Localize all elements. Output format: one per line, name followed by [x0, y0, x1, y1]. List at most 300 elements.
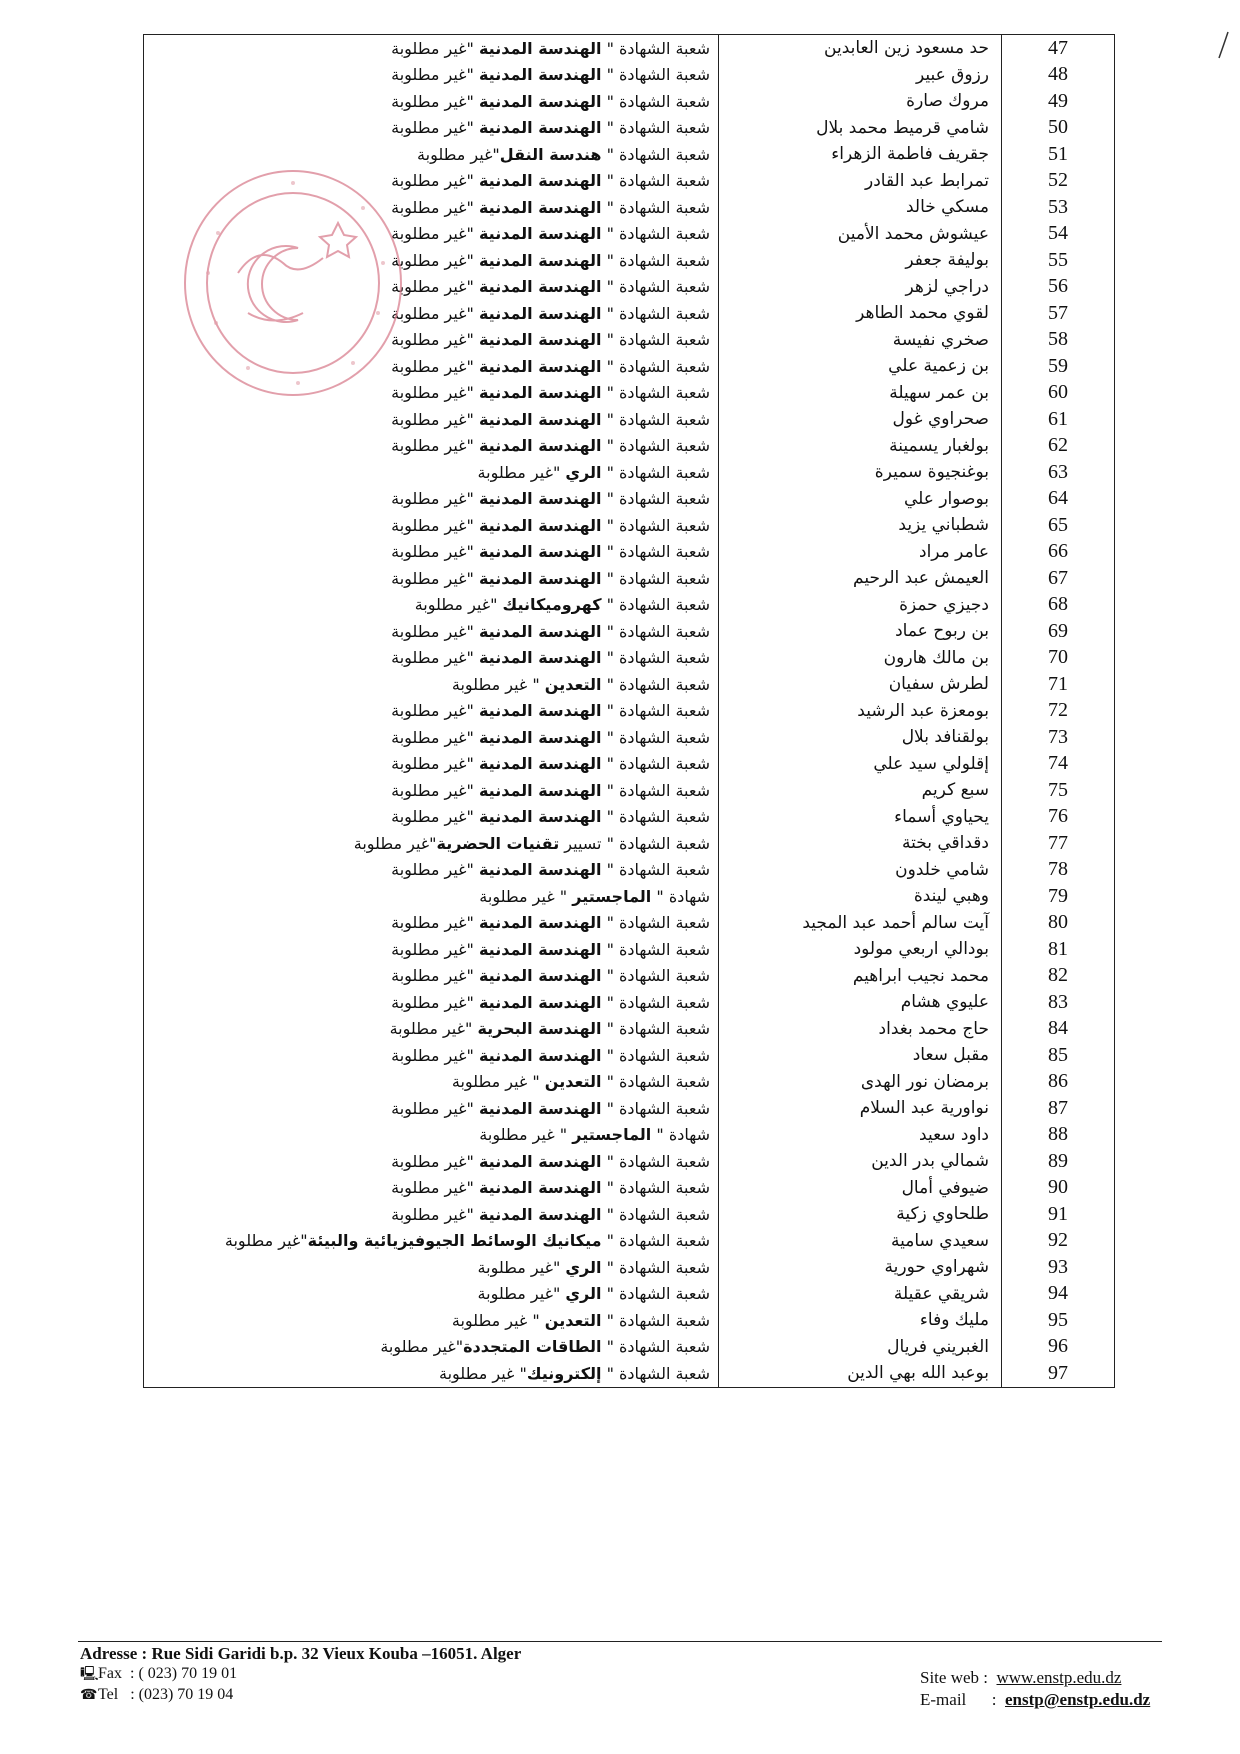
table-row	[144, 512, 1115, 539]
degree-specialty: الهندسة المدنية	[478, 860, 602, 880]
rejection-reason	[144, 115, 719, 142]
degree-specialty: الهندسة المدنية	[478, 383, 602, 403]
table-row	[144, 1281, 1115, 1308]
degree-specialty: التعدين	[544, 674, 602, 694]
candidate-name: آيت سالم أحمد عبد المجيد	[719, 910, 1002, 937]
degree-specialty: ميكانيك الوسائط الجيوفيزيائية والبيئة	[307, 1231, 602, 1251]
footer-tel	[80, 1685, 680, 1706]
row-number: 69	[1002, 618, 1115, 645]
reason-suffix: "غير مطلوبة	[391, 939, 479, 959]
row-number: 63	[1002, 459, 1115, 486]
table-row	[144, 1201, 1115, 1228]
reason-prefix: شعبة الشهادة "	[601, 1151, 710, 1171]
table-row	[144, 936, 1115, 963]
table-row	[144, 989, 1115, 1016]
rejection-reason	[144, 883, 719, 910]
row-number: 90	[1002, 1175, 1115, 1202]
degree-specialty: الهندسة المدنية	[478, 224, 602, 244]
table-row	[144, 883, 1115, 910]
degree-specialty: الهندسة المدنية	[478, 542, 602, 562]
rejection-reason	[144, 592, 719, 619]
row-number: 92	[1002, 1228, 1115, 1255]
degree-specialty: التعدين	[544, 1072, 602, 1092]
candidate-name: بولقنافد بلال	[719, 724, 1002, 751]
reason-suffix: "غير مطلوبة	[477, 462, 566, 482]
candidate-name: شامي قرميط محمد بلال	[719, 115, 1002, 142]
degree-specialty: الهندسة المدنية	[478, 648, 602, 668]
candidate-name: شطباني يزيد	[719, 512, 1002, 539]
row-number: 82	[1002, 963, 1115, 990]
row-number: 77	[1002, 830, 1115, 857]
table-row	[144, 1254, 1115, 1281]
table-row	[144, 1095, 1115, 1122]
degree-specialty: إلكترونيك	[526, 1363, 602, 1383]
candidate-name: حد مسعود زين العابدين	[719, 35, 1002, 62]
reason-suffix: "غير مطلوبة	[391, 1151, 479, 1171]
table-row	[144, 804, 1115, 831]
table-row	[144, 1069, 1115, 1096]
reason-prefix: شعبة الشهادة "	[601, 913, 710, 933]
rejection-reason	[144, 1201, 719, 1228]
reason-prefix: شعبة الشهادة "	[601, 807, 710, 827]
row-number: 52	[1002, 168, 1115, 195]
footer-address: Adresse : Rue Sidi Garidi b.p. 32 Vieux Kouba –16051. Alger	[80, 1644, 522, 1663]
degree-specialty: الهندسة المدنية	[478, 780, 602, 800]
table-row	[144, 433, 1115, 460]
reason-suffix: "غير مطلوبة	[391, 197, 479, 217]
candidate-name: سعيدي سامية	[719, 1228, 1002, 1255]
reason-suffix: "غير مطلوبة	[391, 542, 479, 562]
reason-prefix: شعبة الشهادة "	[601, 595, 710, 615]
candidate-name: بوصوار علي	[719, 486, 1002, 513]
reason-suffix: "غير مطلوبة	[391, 356, 479, 376]
candidate-name: بن زعمية علي	[719, 353, 1002, 380]
table-row	[144, 1148, 1115, 1175]
table-row	[144, 1016, 1115, 1043]
row-number: 47	[1002, 35, 1115, 62]
reason-prefix: شعبة الشهادة "	[601, 462, 710, 482]
row-number: 60	[1002, 380, 1115, 407]
row-number: 61	[1002, 406, 1115, 433]
reason-prefix: شعبة الشهادة "	[601, 674, 710, 694]
degree-specialty: الهندسة المدنية	[478, 913, 602, 933]
reason-suffix: "غير مطلوبة	[391, 1098, 479, 1118]
reason-prefix: شعبة الشهادة "	[601, 780, 710, 800]
table-row	[144, 1307, 1115, 1334]
site-link[interactable]: www.enstp.edu.dz	[996, 1668, 1122, 1687]
candidate-name: بن مالك هارون	[719, 645, 1002, 672]
reason-prefix: شعبة الشهادة "	[601, 568, 710, 588]
degree-specialty: الهندسة المدنية	[478, 966, 602, 986]
reason-suffix: "غير مطلوبة	[391, 568, 479, 588]
reason-prefix: شعبة الشهادة "	[601, 1045, 710, 1065]
row-number: 95	[1002, 1307, 1115, 1334]
candidate-name: بولغبار يسمينة	[719, 433, 1002, 460]
reason-suffix: " غير مطلوبة	[451, 674, 545, 694]
degree-specialty: الهندسة المدنية	[478, 409, 602, 429]
candidate-name: الغبريني فريال	[719, 1334, 1002, 1361]
row-number: 50	[1002, 115, 1115, 142]
candidate-name: العيمش عبد الرحيم	[719, 565, 1002, 592]
row-number: 73	[1002, 724, 1115, 751]
degree-specialty: الطاقات المتجددة	[463, 1337, 602, 1357]
row-number: 66	[1002, 539, 1115, 566]
reason-prefix: شهادة "	[651, 1125, 710, 1145]
row-number: 88	[1002, 1122, 1115, 1149]
candidate-name: شهراوي حورية	[719, 1254, 1002, 1281]
rejection-reason	[144, 486, 719, 513]
reason-prefix: شعبة الشهادة "	[601, 330, 710, 350]
table-row	[144, 830, 1115, 857]
table-row	[144, 459, 1115, 486]
row-number: 89	[1002, 1148, 1115, 1175]
degree-specialty: الري	[565, 1257, 602, 1277]
table-row	[144, 698, 1115, 725]
reason-prefix: شعبة الشهادة "	[601, 277, 710, 297]
row-number: 67	[1002, 565, 1115, 592]
degree-specialty: التعدين	[544, 1310, 602, 1330]
reason-suffix: "غير مطلوبة	[389, 1019, 478, 1039]
rejection-reason	[144, 1307, 719, 1334]
rejection-reason	[144, 406, 719, 433]
reason-suffix: "غير مطلوبة	[477, 1257, 566, 1277]
reason-prefix: شعبة الشهادة "	[601, 1019, 710, 1039]
reason-suffix: "غير مطلوبة	[391, 91, 479, 111]
degree-specialty: الهندسة المدنية	[478, 727, 602, 747]
reason-suffix: "غير مطلوبة	[391, 1178, 479, 1198]
rejection-reason	[144, 1042, 719, 1069]
rejection-reason	[144, 989, 719, 1016]
rejection-reason	[144, 1148, 719, 1175]
table-row	[144, 857, 1115, 884]
degree-specialty: الري	[565, 462, 602, 482]
reason-prefix: شعبة الشهادة "	[601, 939, 710, 959]
reason-prefix: شعبة الشهادة " تسيير	[559, 833, 710, 853]
rejection-reason	[144, 1175, 719, 1202]
degree-specialty: الهندسة المدنية	[478, 1178, 602, 1198]
degree-specialty: الهندسة المدنية	[478, 436, 602, 456]
candidate-name: دراجي لزهر	[719, 274, 1002, 301]
candidate-name: نواورية عبد السلام	[719, 1095, 1002, 1122]
reason-prefix: شعبة الشهادة "	[601, 860, 710, 880]
reason-suffix: "غير مطلوبة	[391, 383, 479, 403]
candidate-name: لقوي محمد الطاهر	[719, 300, 1002, 327]
fax-value: : ( 023) 70 19 01	[130, 1665, 238, 1682]
rejection-reason	[144, 1360, 719, 1387]
reason-suffix: "غير مطلوبة	[391, 65, 479, 85]
rejection-reason	[144, 857, 719, 884]
reason-prefix: شعبة الشهادة "	[601, 701, 710, 721]
candidate-name: برمضان نور الهدى	[719, 1069, 1002, 1096]
rejection-reason	[144, 804, 719, 831]
rejection-reason	[144, 35, 719, 62]
candidate-name: دقداقي بختة	[719, 830, 1002, 857]
rejection-reason	[144, 512, 719, 539]
reason-suffix: "غير مطلوبة	[391, 118, 479, 138]
rejection-reason	[144, 1254, 719, 1281]
row-number: 80	[1002, 910, 1115, 937]
reason-prefix: شعبة الشهادة "	[601, 224, 710, 244]
reason-suffix: " غير مطلوبة	[479, 886, 573, 906]
row-number: 85	[1002, 1042, 1115, 1069]
candidate-name: مليك وفاء	[719, 1307, 1002, 1334]
degree-specialty: الماجستير	[572, 1125, 652, 1145]
candidate-name: دجيزي حمزة	[719, 592, 1002, 619]
candidate-name: إقلولي سيد علي	[719, 751, 1002, 778]
reason-suffix: "غير مطلوبة	[391, 303, 479, 323]
table-row	[144, 671, 1115, 698]
reason-prefix: شعبة الشهادة "	[601, 966, 710, 986]
row-number: 58	[1002, 327, 1115, 354]
reason-suffix: "غير مطلوبة	[391, 621, 479, 641]
candidate-name: بن عمر سهيلة	[719, 380, 1002, 407]
candidate-name: داود سعيد	[719, 1122, 1002, 1149]
email-link[interactable]: enstp@enstp.edu.dz	[1005, 1690, 1151, 1709]
reason-suffix: "غير مطلوبة	[391, 489, 479, 509]
rejection-reason	[144, 88, 719, 115]
reason-prefix: شعبة الشهادة "	[601, 250, 710, 270]
reason-suffix: "غير مطلوبة	[414, 595, 503, 615]
row-number: 72	[1002, 698, 1115, 725]
row-number: 48	[1002, 62, 1115, 89]
row-number: 53	[1002, 194, 1115, 221]
degree-specialty: الهندسة المدنية	[478, 38, 602, 58]
reason-prefix: شعبة الشهادة "	[601, 303, 710, 323]
margin-pen-mark	[1216, 30, 1230, 60]
degree-specialty: الهندسة المدنية	[478, 939, 602, 959]
candidate-name: ضيوفي أمال	[719, 1175, 1002, 1202]
degree-specialty: الهندسة المدنية	[478, 65, 602, 85]
email-label: E-mail	[920, 1690, 967, 1709]
reason-suffix: "غير مطلوبة	[391, 250, 479, 270]
footer-contact	[80, 1644, 680, 1706]
row-number: 49	[1002, 88, 1115, 115]
degree-specialty: الهندسة المدنية	[478, 303, 602, 323]
candidate-name: بومعزة عبد الرشيد	[719, 698, 1002, 725]
degree-specialty: الهندسة المدنية	[478, 1204, 602, 1224]
reason-prefix: شعبة الشهادة "	[601, 648, 710, 668]
row-number: 76	[1002, 804, 1115, 831]
reason-prefix: شعبة الشهادة "	[601, 197, 710, 217]
row-number: 79	[1002, 883, 1115, 910]
table-row	[144, 724, 1115, 751]
reason-prefix: شعبة الشهادة "	[601, 727, 710, 747]
rejection-reason	[144, 1334, 719, 1361]
reason-prefix: شعبة الشهادة "	[601, 356, 710, 376]
reason-prefix: شعبة الشهادة "	[601, 1072, 710, 1092]
reason-suffix: "غير مطلوبة	[391, 436, 479, 456]
degree-specialty: الهندسة المدنية	[478, 250, 602, 270]
degree-specialty: الهندسة البحرية	[477, 1019, 602, 1039]
rejection-reason	[144, 751, 719, 778]
reason-prefix: شعبة الشهادة "	[601, 754, 710, 774]
rejection-reason	[144, 777, 719, 804]
reason-suffix: "غير مطلوبة	[380, 1337, 464, 1357]
footer-email: E-mail : enstp@enstp.edu.dz	[920, 1690, 1151, 1709]
row-number: 87	[1002, 1095, 1115, 1122]
reason-prefix: شعبة الشهادة "	[601, 1178, 710, 1198]
degree-specialty: الهندسة المدنية	[478, 91, 602, 111]
degree-specialty: الهندسة المدنية	[478, 807, 602, 827]
candidate-name: يحياوي أسماء	[719, 804, 1002, 831]
reason-prefix: شعبة الشهادة "	[601, 91, 710, 111]
row-number: 91	[1002, 1201, 1115, 1228]
rejection-reason	[144, 618, 719, 645]
row-number: 75	[1002, 777, 1115, 804]
candidate-name: سبع كريم	[719, 777, 1002, 804]
candidate-name: عيشوش محمد الأمين	[719, 221, 1002, 248]
row-number: 97	[1002, 1360, 1115, 1387]
footer-divider	[78, 1641, 1162, 1642]
row-number: 55	[1002, 247, 1115, 274]
reason-suffix: "غير مطلوبة	[417, 144, 500, 164]
fax-label: Fax	[98, 1665, 122, 1682]
row-number: 59	[1002, 353, 1115, 380]
candidate-name: مروك صارة	[719, 88, 1002, 115]
reason-prefix: شعبة الشهادة "	[601, 515, 710, 535]
row-number: 81	[1002, 936, 1115, 963]
candidate-name: طلحاوي زكية	[719, 1201, 1002, 1228]
rejection-reason	[144, 1016, 719, 1043]
table-row	[144, 1334, 1115, 1361]
reason-prefix: شعبة الشهادة "	[601, 489, 710, 509]
table-row	[144, 1228, 1115, 1255]
table-row	[144, 963, 1115, 990]
row-number: 84	[1002, 1016, 1115, 1043]
candidate-name: محمد نجيب ابراهيم	[719, 963, 1002, 990]
degree-specialty: الهندسة المدنية	[478, 992, 602, 1012]
candidate-name: لطرش سفيان	[719, 671, 1002, 698]
reason-suffix: "غير مطلوبة	[391, 860, 479, 880]
row-number: 96	[1002, 1334, 1115, 1361]
candidate-name: بوغنجيوة سميرة	[719, 459, 1002, 486]
reason-suffix: "غير مطلوبة	[391, 330, 479, 350]
degree-specialty: كهروميكانيك	[502, 595, 602, 615]
table-row	[144, 35, 1115, 62]
degree-specialty: الهندسة المدنية	[478, 277, 602, 297]
rejection-reason	[144, 1228, 719, 1255]
reason-prefix: شعبة الشهادة "	[601, 436, 710, 456]
degree-specialty: الهندسة المدنية	[478, 356, 602, 376]
telephone-icon: ☎	[80, 1688, 98, 1703]
row-number: 68	[1002, 592, 1115, 619]
degree-specialty: الهندسة المدنية	[478, 701, 602, 721]
candidate-name: حاج محمد بغداد	[719, 1016, 1002, 1043]
rejection-reason	[144, 1281, 719, 1308]
reason-suffix: " غير مطلوبة	[479, 1125, 573, 1145]
degree-specialty: الهندسة المدنية	[478, 197, 602, 217]
candidate-name: مسكي خالد	[719, 194, 1002, 221]
reason-prefix: شعبة الشهادة "	[601, 1098, 710, 1118]
table-row	[144, 486, 1115, 513]
reason-suffix: " غير مطلوبة	[438, 1363, 527, 1383]
table-row	[144, 88, 1115, 115]
reason-prefix: شعبة الشهادة "	[601, 144, 710, 164]
table-row	[144, 62, 1115, 89]
candidate-name: وهبي ليندة	[719, 883, 1002, 910]
reason-prefix: شعبة الشهادة "	[601, 118, 710, 138]
candidate-name: صحراوي غول	[719, 406, 1002, 433]
reason-prefix: شعبة الشهادة "	[601, 65, 710, 85]
reason-suffix: "غير مطلوبة	[224, 1231, 308, 1251]
degree-specialty: الري	[565, 1284, 602, 1304]
degree-specialty: الهندسة المدنية	[478, 621, 602, 641]
reason-suffix: "غير مطلوبة	[391, 754, 479, 774]
rejection-reason	[144, 645, 719, 672]
reason-suffix: "غير مطلوبة	[391, 1204, 479, 1224]
rejection-reason	[144, 963, 719, 990]
reason-prefix: شعبة الشهادة "	[601, 409, 710, 429]
candidate-name: بوليفة جعفر	[719, 247, 1002, 274]
reason-prefix: شعبة الشهادة "	[601, 1257, 710, 1277]
reason-suffix: "غير مطلوبة	[477, 1284, 566, 1304]
candidate-name: تمرابط عبد القادر	[719, 168, 1002, 195]
rejection-reason	[144, 671, 719, 698]
reason-prefix: شعبة الشهادة "	[601, 992, 710, 1012]
degree-specialty: الهندسة المدنية	[478, 515, 602, 535]
reason-prefix: شعبة الشهادة "	[601, 1337, 710, 1357]
reason-prefix: شهادة "	[651, 886, 710, 906]
degree-specialty: الهندسة المدنية	[478, 489, 602, 509]
tel-label: Tel	[98, 1686, 119, 1703]
reason-suffix: "غير مطلوبة	[391, 701, 479, 721]
reason-suffix: " غير مطلوبة	[451, 1072, 545, 1092]
tel-value: : (023) 70 19 04	[130, 1686, 234, 1703]
footer-web	[920, 1667, 1200, 1711]
reason-suffix: "غير مطلوبة	[391, 515, 479, 535]
table-row	[144, 777, 1115, 804]
row-number: 74	[1002, 751, 1115, 778]
degree-specialty: الهندسة المدنية	[478, 171, 602, 191]
reason-prefix: شعبة الشهادة "	[601, 542, 710, 562]
reason-suffix: "غير مطلوبة	[391, 277, 479, 297]
degree-specialty: تقنيات الحضرية	[436, 833, 560, 853]
rejection-reason	[144, 62, 719, 89]
rejection-reason	[144, 830, 719, 857]
reason-prefix: شعبة الشهادة "	[601, 621, 710, 641]
site-label: Site web :	[920, 1668, 988, 1687]
rejection-reason	[144, 698, 719, 725]
degree-specialty: هندسة النقل	[499, 144, 602, 164]
candidate-name: بوعبد الله بهي الدين	[719, 1360, 1002, 1387]
candidate-name: شمالي بدر الدين	[719, 1148, 1002, 1175]
row-number: 54	[1002, 221, 1115, 248]
degree-specialty: الهندسة المدنية	[478, 1151, 602, 1171]
rejection-reason	[144, 539, 719, 566]
footer-fax	[80, 1664, 680, 1685]
reason-prefix: شعبة الشهادة "	[601, 1363, 710, 1383]
degree-specialty: الهندسة المدنية	[478, 754, 602, 774]
reason-suffix: "غير مطلوبة	[391, 171, 479, 191]
row-number: 86	[1002, 1069, 1115, 1096]
reason-suffix: "غير مطلوبة	[391, 409, 479, 429]
reason-suffix: "غير مطلوبة	[353, 833, 437, 853]
candidate-name: بن ربوح عماد	[719, 618, 1002, 645]
reason-suffix: "غير مطلوبة	[391, 780, 479, 800]
table-row	[144, 539, 1115, 566]
candidate-name: جقريف فاطمة الزهراء	[719, 141, 1002, 168]
reason-suffix: "غير مطلوبة	[391, 913, 479, 933]
candidate-name: رزوق عبير	[719, 62, 1002, 89]
computer-icon: 🖳	[80, 1667, 99, 1682]
candidate-name: مقبل سعاد	[719, 1042, 1002, 1069]
candidate-name: شريقي عقيلة	[719, 1281, 1002, 1308]
rejection-reason	[144, 433, 719, 460]
rejection-reason	[144, 910, 719, 937]
degree-specialty: الهندسة المدنية	[478, 568, 602, 588]
degree-specialty: الهندسة المدنية	[478, 1098, 602, 1118]
reason-suffix: "غير مطلوبة	[391, 727, 479, 747]
